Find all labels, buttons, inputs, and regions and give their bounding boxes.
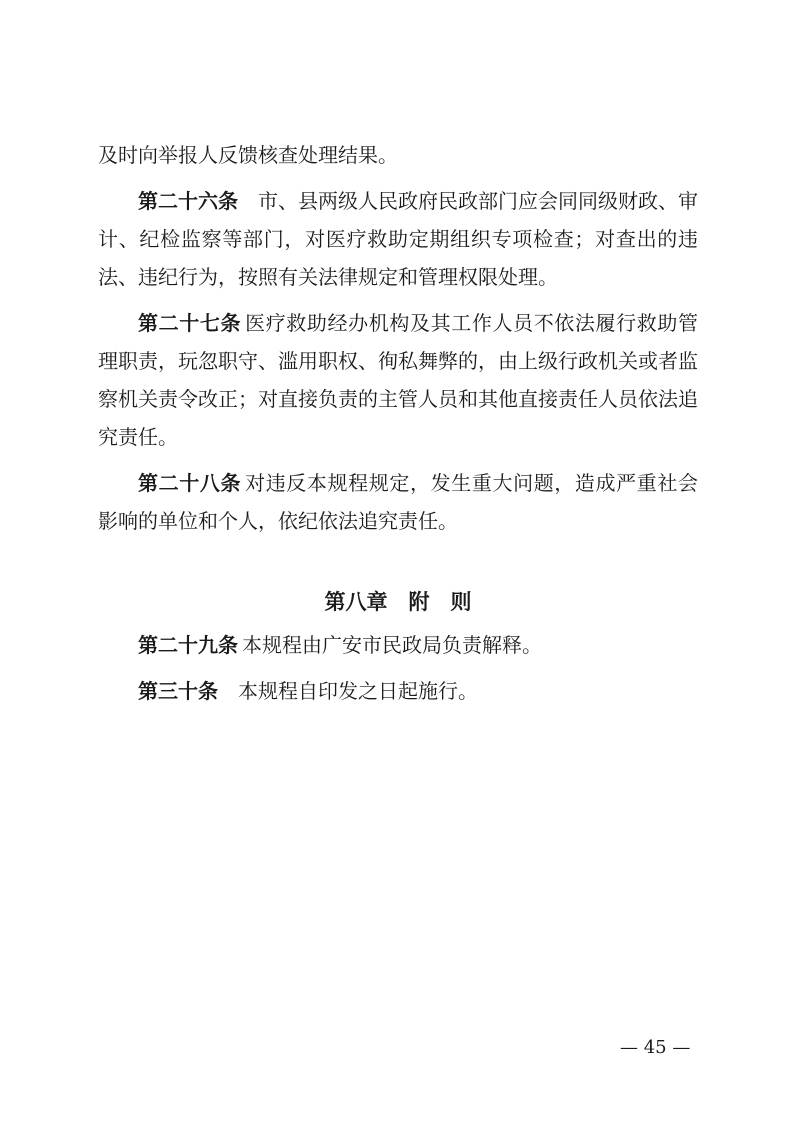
article-text: 本规程由广安市民政局负责解释。 bbox=[242, 633, 542, 657]
article-text: 本规程自印发之日起施行。 bbox=[238, 679, 478, 703]
article-27 bbox=[98, 304, 698, 456]
article-26 bbox=[98, 182, 698, 296]
article-text: 对违反本规程规定，发生重大问题，造成严重社会影响的单位和个人，依纪依法追究责任。 bbox=[98, 471, 699, 533]
article-30 bbox=[98, 672, 698, 710]
chapter-heading: 第八章 附 则 bbox=[324, 590, 472, 614]
article-number: 第二十七条 bbox=[138, 311, 242, 335]
article-number: 第二十八条 bbox=[138, 471, 242, 495]
article-28 bbox=[98, 464, 698, 540]
article-text: 市、县两级人民政府民政部门应会同同级财政、审计、纪检监察等部门，对医疗救助定期组织专项检查；对查出的违法、违纪行为，按照有关法律规定和管理权限处理。 bbox=[98, 189, 698, 289]
page-number: — 45 — bbox=[620, 1037, 691, 1058]
article-text: 医疗救助经办机构及其工作人员不依法履行救助管理职责，玩忽职守、滥用职权、徇私舞弊的，由上级行政机关或者监察机关责令改正；对直接负责的主管人员和其他直接责任人员依法追究责任。 bbox=[98, 311, 699, 449]
article-number: 第三十条 bbox=[138, 679, 218, 703]
article-number: 第二十九条 bbox=[138, 633, 238, 657]
document-body bbox=[98, 136, 698, 718]
article-29 bbox=[98, 626, 698, 664]
paragraph-text: 及时向举报人反馈核查处理结果。 bbox=[98, 143, 398, 167]
paragraph-continuation bbox=[98, 136, 698, 174]
article-number: 第二十六条 bbox=[138, 189, 238, 213]
